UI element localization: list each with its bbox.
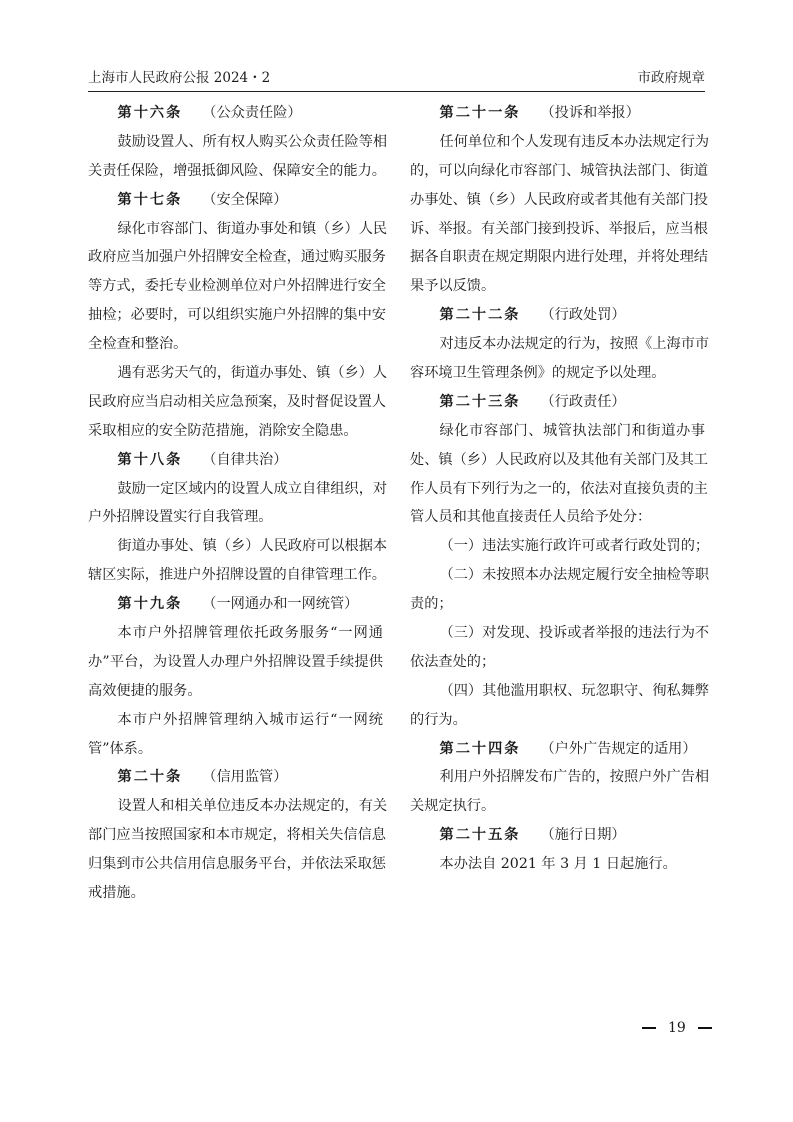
paragraph-line: 本市户外招牌管理依托政务服务“一网通 <box>117 625 383 642</box>
article-number: 第十九条 <box>117 596 183 613</box>
article-number: 第十七条 <box>117 191 183 208</box>
page-footer <box>630 1020 724 1036</box>
paragraph <box>88 532 388 590</box>
article-heading <box>410 388 705 417</box>
article-number: 第二十一条 <box>439 105 521 121</box>
paragraph <box>88 128 388 186</box>
article-title: （自律共治） <box>202 451 288 468</box>
paragraph <box>410 763 710 821</box>
paragraph-line: 任何单位和个人发现有违反本办法规定行为 <box>439 133 710 150</box>
paragraph <box>88 359 388 446</box>
paragraph-line: 的行为。 <box>410 711 467 728</box>
paragraph-line: （三）对发现、投诉或者举报的违法行为不 <box>439 625 710 642</box>
paragraph <box>410 532 710 561</box>
paragraph <box>410 417 708 533</box>
paragraph-line: 作人员有下列行为之一的，依法对直接负责的主 <box>410 480 708 497</box>
article-heading <box>410 301 705 330</box>
dash-left <box>642 1027 656 1029</box>
article-heading <box>410 821 705 850</box>
paragraph-line: （二）未按照本办法规定履行安全抽检等职 <box>439 567 710 584</box>
paragraph-line: 本办法自 2021 年 3 月 1 日起施行。 <box>439 856 677 873</box>
article-heading <box>88 763 383 792</box>
right-column <box>410 99 710 879</box>
left-column <box>88 99 388 908</box>
article-heading <box>410 99 705 128</box>
paragraph <box>410 561 710 619</box>
journal-title: 上海市人民政府公报 2024・2 <box>88 70 271 86</box>
paragraph-line: 依法查处的； <box>410 653 496 670</box>
paragraph <box>410 128 710 301</box>
paragraph-line: 民政府应当启动相关应急预案，及时督促设置人 <box>88 393 386 410</box>
paragraph-line: 户外招牌设置实行自我管理。 <box>88 509 273 526</box>
article-title: （一网通办和一网统管） <box>202 596 359 613</box>
paragraph-line: 全检查和整治。 <box>88 336 188 353</box>
paragraph-line: （四）其他滥用职权、玩忽职守、徇私舞弊 <box>439 682 710 699</box>
paragraph-line: 诉、举报。有关部门接到投诉、举报后，应当根 <box>410 220 708 237</box>
article-heading <box>410 735 705 764</box>
paragraph-line: 本市户外招牌管理纳入城市运行“一网统 <box>117 711 383 728</box>
paragraph <box>88 215 388 359</box>
paragraph-line: 政府应当加强户外招牌安全检查，通过购买服务 <box>88 249 386 266</box>
paragraph-line: （一）违法实施行政许可或者行政处罚的； <box>439 538 710 555</box>
article-title: （行政处罚） <box>540 307 626 324</box>
paragraph-line: 抽检；必要时，可以组织实施户外招牌的集中安 <box>88 307 386 324</box>
article-heading <box>88 446 383 475</box>
paragraph-line: 责的； <box>410 596 453 613</box>
paragraph-line: 管”体系。 <box>88 740 153 757</box>
header-rule <box>88 91 705 92</box>
paragraph <box>88 706 383 764</box>
paragraph-line: 归集到市公共信用信息服务平台，并依法采取惩 <box>88 856 386 873</box>
paragraph <box>88 475 388 533</box>
article-heading <box>88 590 383 619</box>
article-title: （行政责任） <box>540 393 626 410</box>
article-heading <box>88 186 383 215</box>
paragraph-line: 采取相应的安全防范措施，消除安全隐患。 <box>88 422 358 439</box>
article-number: 第二十四条 <box>439 740 521 757</box>
article-title: （安全保障） <box>202 191 288 208</box>
paragraph-line: 处、镇（乡）人民政府以及其他有关部门及其工 <box>410 451 708 468</box>
paragraph-line: 街道办事处、镇（乡）人民政府可以根据本 <box>117 538 388 555</box>
paragraph-line: 办事处、镇（乡）人民政府或者其他有关部门投 <box>410 191 708 208</box>
paragraph-line: 遇有恶劣天气的，街道办事处、镇（乡）人 <box>117 365 388 382</box>
paragraph-line: 部门应当按照国家和本市规定，将相关失信信息 <box>88 827 386 844</box>
paragraph-line: 利用户外招牌发布广告的，按照户外广告相 <box>439 769 710 786</box>
paragraph-line: 办”平台，为设置人办理户外招牌设置手续提供 <box>88 653 383 670</box>
article-title: （投诉和举报） <box>540 105 640 121</box>
article-number: 第十六条 <box>117 105 183 121</box>
paragraph-line: 的，可以向绿化市容部门、城管执法部门、街道 <box>410 162 708 179</box>
paragraph-line: 戒措施。 <box>88 885 145 902</box>
paragraph-line: 等方式，委托专业检测单位对户外招牌进行安全 <box>88 278 386 295</box>
paragraph-line: 对违反本办法规定的行为，按照《上海市市 <box>439 336 710 353</box>
paragraph-line: 高效便捷的服务。 <box>88 682 202 699</box>
article-title: （施行日期） <box>540 827 626 844</box>
paragraph-line: 鼓励一定区域内的设置人成立自律组织，对 <box>117 480 388 497</box>
paragraph-line: 绿化市容部门、街道办事处和镇（乡）人民 <box>117 220 388 237</box>
article-number: 第二十五条 <box>439 827 521 844</box>
paragraph <box>88 619 383 706</box>
article-number: 第十八条 <box>117 451 183 468</box>
paragraph <box>410 677 710 735</box>
article-number: 第二十条 <box>117 769 183 786</box>
paragraph-line: 辖区实际，推进户外招牌设置的自律管理工作。 <box>88 567 386 584</box>
paragraph-line: 鼓励设置人、所有权人购买公众责任险等相 <box>117 133 388 150</box>
article-title: （公众责任险） <box>202 105 302 121</box>
article-heading <box>88 99 383 128</box>
paragraph <box>410 330 710 388</box>
paragraph <box>410 619 710 677</box>
dash-right <box>698 1027 712 1029</box>
paragraph-line: 果予以反馈。 <box>410 278 496 295</box>
paragraph <box>88 792 388 908</box>
article-title: （信用监管） <box>202 769 288 786</box>
paragraph-line: 绿化市容部门、城管执法部门和街道办事 <box>439 422 705 439</box>
paragraph-line: 关规定执行。 <box>410 798 496 815</box>
paragraph-line: 关责任保险，增强抵御风险、保障安全的能力。 <box>88 162 386 179</box>
paragraph <box>410 850 705 879</box>
article-title: （户外广告规定的适用） <box>540 740 697 757</box>
paragraph-line: 管人员和其他直接责任人员给予处分： <box>410 509 652 526</box>
article-number: 第二十二条 <box>439 307 521 324</box>
section-title: 市政府规章 <box>637 70 705 86</box>
article-number: 第二十三条 <box>439 393 521 410</box>
paragraph-line: 据各自职责在规定期限内进行处理，并将处理结 <box>410 249 708 266</box>
paragraph-line: 容环境卫生管理条例》的规定予以处理。 <box>410 365 666 382</box>
page-number: 19 <box>668 1020 686 1036</box>
paragraph-line: 设置人和相关单位违反本办法规定的，有关 <box>117 798 388 815</box>
